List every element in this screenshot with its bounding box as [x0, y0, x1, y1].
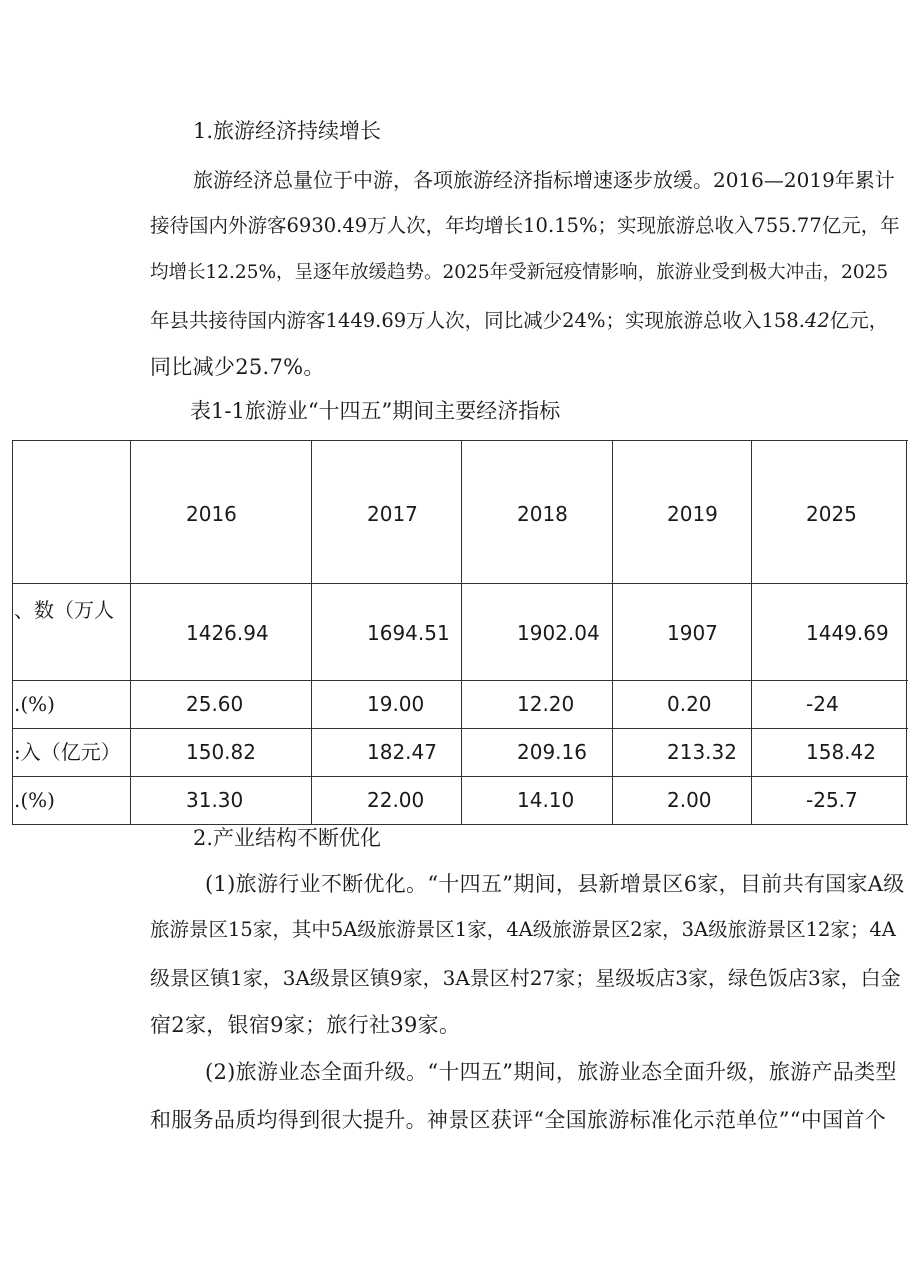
paragraph-line: 同比减少25.7%。 [150, 355, 325, 379]
table-cell: 209.16 [517, 740, 587, 764]
table-rule [12, 583, 908, 584]
table-caption: 表1-1旅游业“十四五”期间主要经济指标 [190, 399, 561, 423]
table-cell: 2.00 [667, 788, 712, 812]
section-heading: 2.产业结构不断优化 [193, 826, 382, 850]
text-span: 42 [804, 309, 830, 332]
column-header-year: 2025 [806, 502, 857, 526]
column-header-year: 2019 [667, 502, 718, 526]
row-label-text: 、数（万人 [14, 598, 114, 622]
paragraph-line: 宿2家，银宿9家；旅行社39家。 [150, 1013, 461, 1037]
text-span: 年县共接待国内游客1449.69万人次，同比减少24%；实现旅游总收入158. [150, 309, 805, 332]
paragraph-line: 接待国内外游客6930.49万人次，年均增长10.15%；实现旅游总收入755.77亿元，年 [150, 214, 900, 237]
table-rule [751, 440, 752, 825]
paragraph-line: 和服务品质均得到很大提升。神景区获评“全国旅游标准化示范单位”“中国首个 [150, 1108, 887, 1132]
table-rule [12, 440, 908, 441]
table-cell: 182.47 [367, 740, 437, 764]
column-header-year: 2018 [517, 502, 568, 526]
table-cell: 150.82 [186, 740, 256, 764]
table-cell: 25.60 [186, 692, 244, 716]
table-rule [612, 440, 613, 825]
table-cell: 1902.04 [517, 621, 600, 645]
paragraph-line: 级景区镇1家，3A级景区镇9家，3A景区村27家；星级坂店3家，绿色饭店3家，白金 [150, 966, 901, 990]
table-rule [906, 440, 907, 825]
table-cell: -25.7 [806, 788, 858, 812]
table-rule [12, 776, 908, 777]
table-rule [12, 824, 908, 825]
table-cell: 14.10 [517, 788, 575, 812]
paragraph-line: (2)旅游业态全面升级。“十四五”期间，旅游业态全面升级，旅游产品类型 [205, 1060, 897, 1084]
column-header-year: 2016 [186, 502, 237, 526]
row-label: .(%) [14, 788, 55, 812]
row-label: :入（亿元） [14, 740, 121, 764]
table-cell: -24 [806, 692, 839, 716]
table-cell: 158.42 [806, 740, 876, 764]
paragraph-line: (1)旅游行业不断优化。“十四五”期间，县新增景区6家，目前共有国家A级 [205, 872, 905, 896]
table-rule [12, 728, 908, 729]
table-cell: 213.32 [667, 740, 737, 764]
column-header-year: 2017 [367, 502, 418, 526]
paragraph-line: 旅游经济总量位于中游，各项旅游经济指标增速逐步放缓。2016—2019年累计 [193, 168, 895, 192]
table-cell: 31.30 [186, 788, 244, 812]
table-rule [12, 680, 908, 681]
table-cell: 0.20 [667, 692, 712, 716]
table-cell: 1426.94 [186, 621, 269, 645]
economic-indicators-table [0, 440, 908, 825]
table-rule [461, 440, 462, 825]
row-label: .(%) [14, 692, 55, 716]
text-span: 亿元， [829, 309, 889, 332]
paragraph-line: 旅游景区15家，其中5A级旅游景区1家，4A级旅游景区2家，3A级旅游景区12家；4A [150, 918, 896, 941]
table-cell: 1694.51 [367, 621, 450, 645]
section-heading: 1.旅游经济持续增长 [193, 119, 382, 143]
row-label [14, 600, 114, 620]
table-rule [130, 440, 131, 825]
table-cell: 1449.69 [806, 621, 889, 645]
table-cell: 19.00 [367, 692, 425, 716]
table-cell: 1907 [667, 621, 718, 645]
paragraph-line: 均增长12.25%，呈逐年放缓趋势。2025年受新冠疫情影响，旅游业受到极大冲击，2025 [150, 262, 889, 283]
table-rule [311, 440, 312, 825]
table-cell: 22.00 [367, 788, 425, 812]
table-cell: 12.20 [517, 692, 575, 716]
table-rule [12, 440, 13, 825]
paragraph-line [150, 311, 888, 331]
